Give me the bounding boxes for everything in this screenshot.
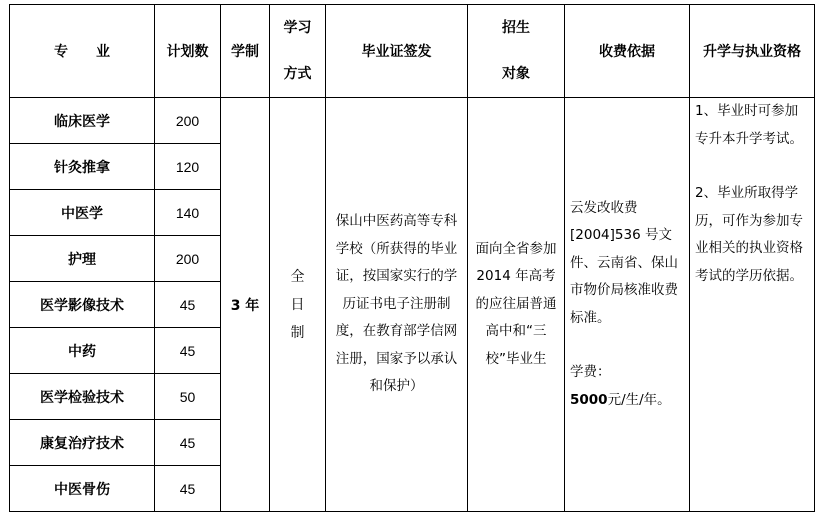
major-cell: 中药	[10, 328, 155, 374]
header-target-line2: 对象	[502, 66, 530, 82]
major-cell: 医学检验技术	[10, 374, 155, 420]
header-certificate: 毕业证签发	[326, 5, 468, 98]
plan-cell: 50	[155, 374, 221, 420]
major-cell: 针灸推拿	[10, 144, 155, 190]
study-mode-cell	[270, 98, 326, 512]
header-plan: 计划数	[155, 5, 221, 98]
header-study-mode	[270, 5, 326, 98]
study-mode-char: 日	[290, 296, 305, 313]
enrollment-plan-table	[9, 4, 815, 512]
fee-amount: 5000	[570, 391, 608, 408]
fee-amount-line	[565, 387, 689, 415]
header-fee-basis: 收费依据	[565, 5, 690, 98]
major-cell: 医学影像技术	[10, 282, 155, 328]
header-target-line1: 招生	[502, 20, 530, 36]
major-cell: 中医学	[10, 190, 155, 236]
major-cell: 临床医学	[10, 98, 155, 144]
target-cell	[468, 98, 565, 512]
plan-cell: 45	[155, 328, 221, 374]
target-text: 面向全省参加 2014 年高考的应往届普通高中和“三校”毕业生	[475, 240, 557, 367]
major-cell: 护理	[10, 236, 155, 282]
qualification-cell	[690, 98, 815, 512]
major-cell: 中医骨伤	[10, 466, 155, 512]
header-major: 专 业	[10, 5, 155, 98]
plan-cell: 45	[155, 420, 221, 466]
fee-basis-cell	[565, 98, 690, 512]
header-row	[10, 5, 815, 98]
header-duration: 学制	[221, 5, 270, 98]
qualification-item-1: 1、毕业时可参加专升本升学考试。	[695, 103, 803, 147]
header-qualification: 升学与执业资格	[690, 5, 815, 98]
fee-unit: 元/生/年。	[607, 391, 671, 408]
certificate-text: 保山中医药高等专科学校（所获得的毕业证，按国家实行的学历证书电子注册制度，在教育部学信网注册，国家予以承认和保护）	[335, 213, 458, 395]
qualification-item-2: 2、毕业所取得学历，可作为参加专业相关的执业资格考试的学历依据。	[695, 185, 803, 284]
plan-cell: 45	[155, 282, 221, 328]
plan-cell: 45	[155, 466, 221, 512]
plan-cell: 200	[155, 98, 221, 144]
plan-cell: 200	[155, 236, 221, 282]
fee-basis-text: 云发改收费[2004]536 号文件、云南省、保山市物价局核准收费标准。	[570, 199, 678, 326]
duration-cell: 3 年	[221, 98, 270, 512]
header-study-mode-line1: 学习	[283, 20, 312, 36]
certificate-cell	[326, 98, 468, 512]
plan-cell: 120	[155, 144, 221, 190]
study-mode-char: 全	[290, 268, 305, 285]
table-row	[10, 98, 815, 144]
header-study-mode-line2: 方式	[283, 66, 312, 82]
header-target	[468, 5, 565, 98]
fee-label: 学费：	[570, 364, 611, 381]
study-mode-char: 制	[290, 324, 305, 341]
plan-cell: 140	[155, 190, 221, 236]
major-cell: 康复治疗技术	[10, 420, 155, 466]
